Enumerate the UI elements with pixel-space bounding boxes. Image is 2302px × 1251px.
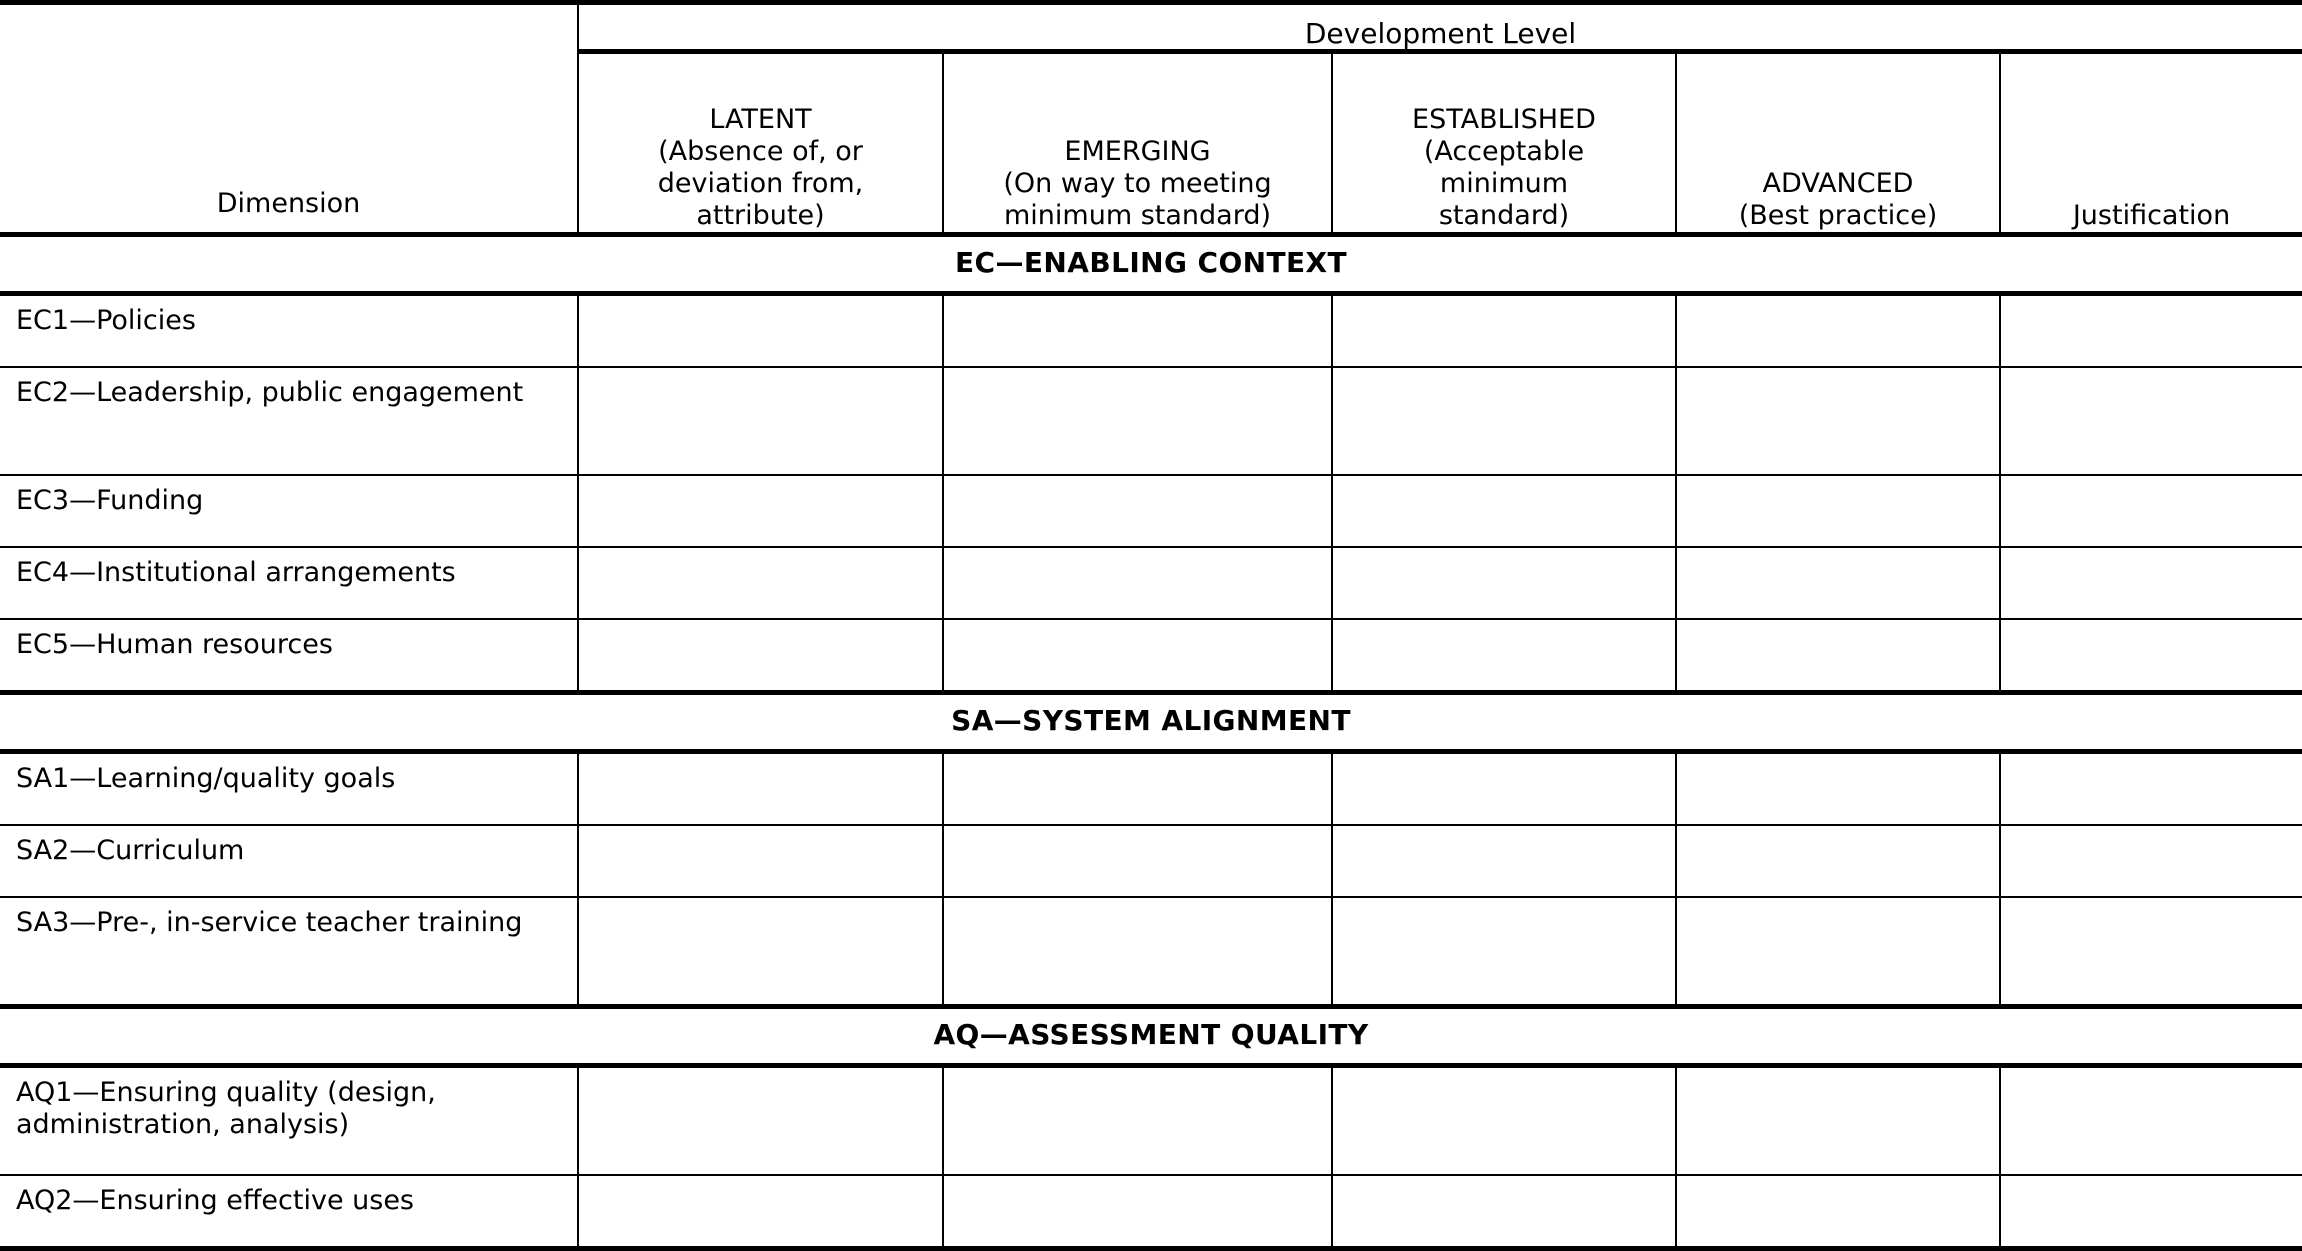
cell-established[interactable]	[1332, 1175, 1676, 1249]
cell-emerging[interactable]	[943, 367, 1332, 475]
cell-emerging[interactable]	[943, 475, 1332, 547]
cell-advanced[interactable]	[1676, 293, 2000, 367]
cell-established[interactable]	[1332, 475, 1676, 547]
cell-advanced[interactable]	[1676, 825, 2000, 897]
cell-justification[interactable]	[2000, 547, 2302, 619]
table-row	[0, 475, 2302, 547]
cell-emerging[interactable]	[943, 1175, 1332, 1249]
dimension-label-cell: SA1—Learning/quality goals	[0, 751, 578, 825]
cell-latent[interactable]	[578, 1065, 943, 1175]
table-row	[0, 825, 2302, 897]
cell-justification[interactable]	[2000, 367, 2302, 475]
table-row	[0, 1175, 2302, 1249]
cell-advanced[interactable]	[1676, 1065, 2000, 1175]
cell-latent[interactable]	[578, 619, 943, 693]
dimension-label-cell: EC3—Funding	[0, 475, 578, 547]
cell-justification[interactable]	[2000, 475, 2302, 547]
cell-advanced[interactable]	[1676, 897, 2000, 1007]
cell-latent[interactable]	[578, 547, 943, 619]
column-header-established: ESTABLISHED (Acceptable minimum standard)	[1332, 52, 1676, 235]
column-header-latent: LATENT (Absence of, or deviation from, attribute)	[578, 52, 943, 235]
dimension-label-cell: AQ1—Ensuring quality (design, administration, analysis)	[0, 1065, 578, 1175]
cell-latent[interactable]	[578, 475, 943, 547]
column-header-dimension: Dimension	[0, 52, 578, 235]
cell-justification[interactable]	[2000, 825, 2302, 897]
table-row	[0, 751, 2302, 825]
cell-established[interactable]	[1332, 367, 1676, 475]
cell-advanced[interactable]	[1676, 1175, 2000, 1249]
column-header-emerging: EMERGING (On way to meeting minimum standard)	[943, 52, 1332, 235]
cell-emerging[interactable]	[943, 619, 1332, 693]
cell-justification[interactable]	[2000, 897, 2302, 1007]
dimension-label-cell: SA3—Pre-, in-service teacher training	[0, 897, 578, 1007]
cell-established[interactable]	[1332, 547, 1676, 619]
cell-emerging[interactable]	[943, 897, 1332, 1007]
cell-emerging[interactable]	[943, 1065, 1332, 1175]
cell-advanced[interactable]	[1676, 475, 2000, 547]
table-row	[0, 619, 2302, 693]
table-row	[0, 367, 2302, 475]
header-corner-spacer	[0, 3, 578, 52]
cell-advanced[interactable]	[1676, 367, 2000, 475]
column-header-justification: Justification	[2000, 52, 2302, 235]
dimension-label-cell: EC4—Institutional arrangements	[0, 547, 578, 619]
cell-established[interactable]	[1332, 1065, 1676, 1175]
table-row	[0, 293, 2302, 367]
table-row	[0, 547, 2302, 619]
cell-advanced[interactable]	[1676, 619, 2000, 693]
cell-justification[interactable]	[2000, 293, 2302, 367]
cell-advanced[interactable]	[1676, 751, 2000, 825]
header-columns-row	[0, 52, 2302, 235]
cell-justification[interactable]	[2000, 1065, 2302, 1175]
section-band-label-aq: AQ—ASSESSMENT QUALITY	[0, 1006, 2302, 1065]
section-band-sa	[0, 692, 2302, 751]
cell-established[interactable]	[1332, 293, 1676, 367]
cell-justification[interactable]	[2000, 1175, 2302, 1249]
column-header-advanced: ADVANCED (Best practice)	[1676, 52, 2000, 235]
cell-latent[interactable]	[578, 825, 943, 897]
cell-emerging[interactable]	[943, 751, 1332, 825]
section-band-label-ec: EC—ENABLING CONTEXT	[0, 234, 2302, 293]
cell-established[interactable]	[1332, 825, 1676, 897]
cell-advanced[interactable]	[1676, 547, 2000, 619]
dimension-label-cell: EC1—Policies	[0, 293, 578, 367]
cell-latent[interactable]	[578, 897, 943, 1007]
development-level-header: Development Level	[578, 3, 2302, 52]
section-band-aq	[0, 1006, 2302, 1065]
cell-latent[interactable]	[578, 1175, 943, 1249]
cell-justification[interactable]	[2000, 619, 2302, 693]
cell-emerging[interactable]	[943, 547, 1332, 619]
table-row	[0, 897, 2302, 1007]
dimension-label-cell: SA2—Curriculum	[0, 825, 578, 897]
cell-latent[interactable]	[578, 367, 943, 475]
cell-latent[interactable]	[578, 293, 943, 367]
cell-established[interactable]	[1332, 619, 1676, 693]
dimension-label-cell: EC5—Human resources	[0, 619, 578, 693]
cell-emerging[interactable]	[943, 293, 1332, 367]
cell-justification[interactable]	[2000, 751, 2302, 825]
cell-latent[interactable]	[578, 751, 943, 825]
dimension-label-cell: AQ2—Ensuring effective uses	[0, 1175, 578, 1249]
table-row	[0, 1065, 2302, 1175]
header-group-row	[0, 3, 2302, 52]
cell-established[interactable]	[1332, 897, 1676, 1007]
cell-established[interactable]	[1332, 751, 1676, 825]
section-band-label-sa: SA—SYSTEM ALIGNMENT	[0, 692, 2302, 751]
dimension-label-cell: EC2—Leadership, public engagement	[0, 367, 578, 475]
section-band-ec	[0, 234, 2302, 293]
cell-emerging[interactable]	[943, 825, 1332, 897]
